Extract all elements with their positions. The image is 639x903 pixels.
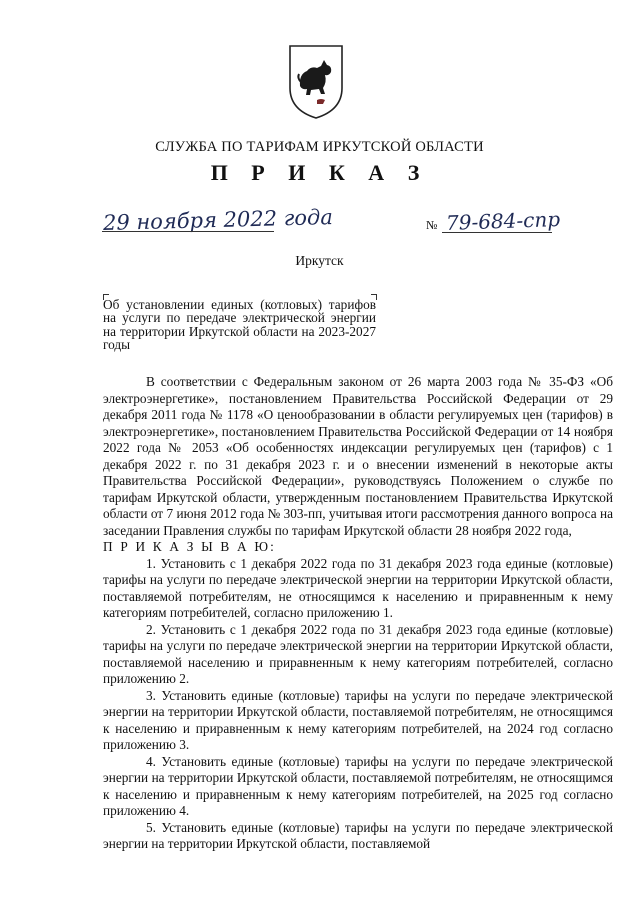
order-item-1: 1. Установить с 1 декабря 2022 года по 31 декабря 2023 года единые (котловые) тарифы на услуги по передаче электрической энергии на территории Иркутской области, поставляемой потребителям, не относящимся к населению и приравненным к нему категориям потребителей, согласно приложению 1. xyxy=(103,555,613,620)
preamble-paragraph: В соответствии с Федеральным законом от 26 марта 2003 года № 35-ФЗ «Об электроэнергетике», постановлением Правительства Российской Федерации от 29 декабря 2011 года № 1178 «О ценообразовании в области регулируемых цен (тарифов) в электроэнергетике», постановлением Правительства Российской Федерации от 14 ноября 2022 года № 2053 «Об особенностях индексации регулируемых цен (тарифов) с 1 декабря 2022 г. по 31 декабря 2023 г. и о внесении изменений в некоторые акты Правительства Российской Федерации», руководствуясь Положением о службе по тарифам Иркутской области, утвержденным постановлением Правительства Иркутской области от 7 июня 2012 года № 303-пп, учитывая итоги рассмотрения данного вопроса на заседании Правления службы по тарифам Иркутской области 28 ноября 2022 года, xyxy=(103,374,613,538)
order-item-5: 5. Установить единые (котловые) тарифы на услуги по передаче электрической энергии на территории Иркутской области, поставляемой xyxy=(103,819,613,851)
order-item-3: 3. Установить единые (котловые) тарифы на услуги по передаче электрической энергии на территории Иркутской области, поставляемой потребителям, не относящимся к населению и приравненным к нему категориям потребителей, на 2024 год согласно приложению 3. xyxy=(103,687,613,752)
order-item-2: 2. Установить с 1 декабря 2022 года по 31 декабря 2023 года единые (котловые) тарифы на услуги по передаче электрической энергии на территории Иркутской области, поставляемой населению и приравненным к нему категориям потребителей, согласно приложению 2. xyxy=(103,621,613,686)
order-body xyxy=(103,374,613,853)
agency-name: СЛУЖБА ПО ТАРИФАМ ИРКУТСКОЙ ОБЛАСТИ xyxy=(155,139,484,155)
number-underline xyxy=(442,232,552,233)
handwritten-number: 79-684-спр xyxy=(445,207,561,235)
document-type: П Р И К А З xyxy=(210,160,429,185)
order-item-4: 4. Установить единые (котловые) тарифы на услуги по передаче электрической энергии на территории Иркутской области, поставляемой потребителям, не относящимся к населению и приравненным к нему категориям потребителей, на 2025 год согласно приложению 4. xyxy=(103,753,613,818)
order-subject: Об установлении единых (котловых) тарифов на услуги по передаче электрической энергии на территории Иркутской области на 2023-2027 годы xyxy=(103,297,376,353)
number-label: № xyxy=(426,218,438,232)
order-word: П Р И К А З Ы В А Ю: xyxy=(103,539,277,554)
date-underline xyxy=(102,231,274,232)
irkutsk-coat-of-arms-icon xyxy=(287,44,345,120)
city-name: Иркутск xyxy=(295,253,344,268)
handwritten-date: 29 ноября 2022 года xyxy=(102,204,334,236)
